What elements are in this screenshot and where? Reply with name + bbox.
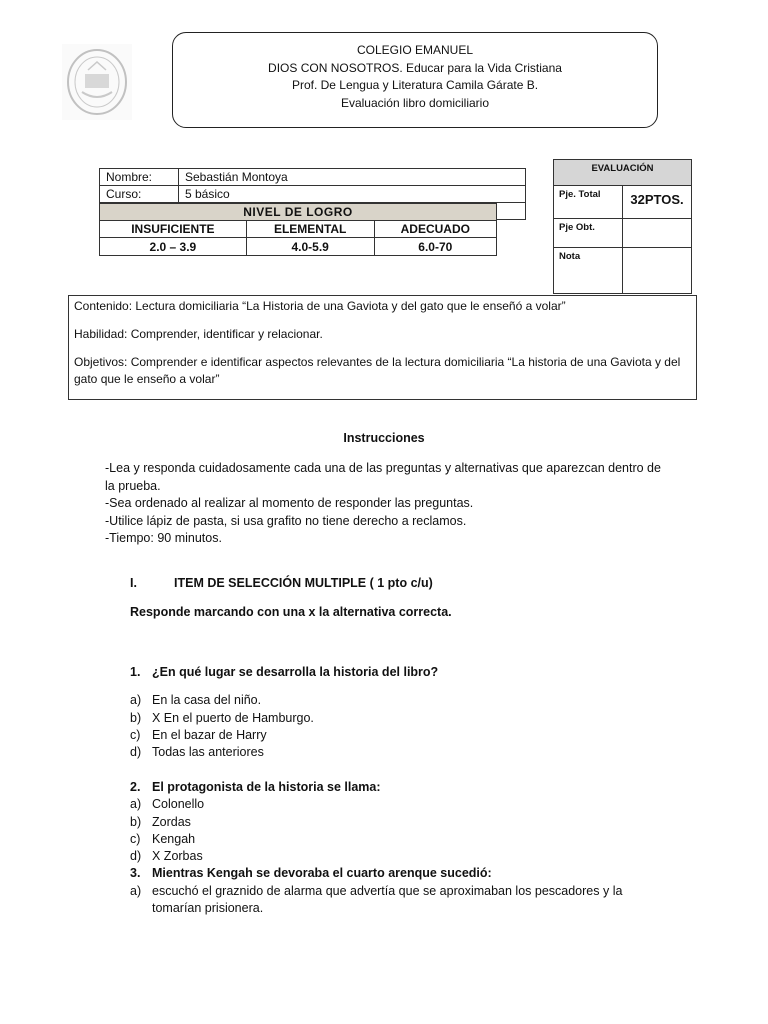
option-a[interactable] — [130, 796, 650, 813]
school-motto: DIOS CON NOSOTROS. Educar para la Vida Cristiana — [268, 60, 562, 75]
option-letter: c) — [130, 727, 141, 742]
question-number: 3. — [130, 866, 141, 881]
option-text: En la casa del niño. — [152, 693, 262, 708]
question-text: El protagonista de la historia se llama: — [152, 780, 381, 794]
content-box — [68, 295, 697, 400]
evaluation-header: EVALUACIÓN — [554, 160, 692, 186]
school-seal-logo — [62, 44, 132, 120]
section-title: ITEM DE SELECCIÓN MULTIPLE ( 1 pto c/u) — [174, 576, 433, 590]
option-letter: b) — [130, 710, 142, 725]
header-box — [172, 32, 658, 128]
achievement-level-title: NIVEL DE LOGRO — [100, 204, 497, 221]
option-c[interactable] — [130, 831, 650, 848]
option-a[interactable] — [130, 692, 650, 709]
instruction-line: -Lea y responda cuidadosamente cada una de las preguntas y alternativas que aparezcan dentro de la prueba. — [105, 461, 661, 493]
question-number: 2. — [130, 780, 141, 794]
range-adecuado: 6.0-70 — [374, 238, 496, 256]
option-text: Colonello — [152, 797, 205, 812]
option-a[interactable] — [130, 883, 650, 918]
total-score-value: 32PTOS. — [623, 186, 692, 219]
option-letter: b) — [130, 814, 142, 829]
option-b[interactable] — [130, 814, 650, 831]
total-score-label: Pje. Total — [554, 186, 623, 219]
name-label: Nombre: — [100, 169, 179, 186]
obtained-score-label: Pje Obt. — [554, 219, 623, 248]
school-name: COLEGIO EMANUEL — [356, 43, 474, 57]
instruction-line: -Utilice lápiz de pasta, si usa grafito no tiene derecho a reclamos. — [105, 513, 467, 528]
instructions-title: Instrucciones — [343, 431, 425, 445]
range-insuficiente: 2.0 – 3.9 — [100, 238, 247, 256]
question-text: ¿En qué lugar se desarrolla la historia del libro? — [152, 665, 439, 679]
option-text: X Zorbas — [152, 849, 203, 864]
question-1 — [130, 664, 650, 761]
section-number: I. — [130, 576, 137, 590]
option-text: Kengah — [152, 831, 196, 846]
objetivos-text: Objetivos: Comprender e identificar aspectos relevantes de la lectura domiciliaria “La historia de una Gaviota y del gato que le enseño a volar” — [74, 355, 681, 386]
teacher-line: Prof. De Lengua y Literatura Camila Gárate B. — [291, 78, 539, 92]
option-text: En el bazar de Harry — [152, 727, 267, 742]
option-text: Todas las anteriores — [152, 745, 264, 760]
question-text: Mientras Kengah se devoraba el cuarto arenque sucedió: — [152, 866, 492, 881]
option-text: X En el puerto de Hamburgo. — [152, 710, 314, 725]
level-insuficiente: INSUFICIENTE — [100, 221, 247, 238]
option-letter: d) — [130, 745, 142, 760]
option-letter: a) — [130, 693, 142, 708]
range-elemental: 4.0-5.9 — [246, 238, 374, 256]
option-d[interactable] — [130, 848, 650, 865]
option-letter: a) — [130, 883, 142, 898]
question-number: 1. — [130, 665, 141, 679]
option-text: Zordas — [152, 814, 191, 829]
instruction-line: -Sea ordenado al realizar al momento de responder las preguntas. — [105, 496, 474, 510]
option-letter: c) — [130, 831, 141, 846]
instruction-line: -Tiempo: 90 minutos. — [105, 531, 222, 545]
section-instruction: Responde marcando con una x la alternativa correcta. — [130, 605, 452, 619]
question-2 — [130, 779, 650, 917]
option-letter: a) — [130, 797, 142, 812]
course-label: Curso: — [100, 186, 179, 203]
option-b[interactable] — [130, 710, 650, 727]
evaluation-title: Evaluación libro domiciliario — [340, 95, 490, 110]
habilidad-text: Habilidad: Comprender, identificar y relacionar. — [74, 327, 323, 341]
contenido-text: Contenido: Lectura domiciliaria “La Historia de una Gaviota y del gato que le enseñó a volar” — [74, 299, 566, 313]
obtained-score-field[interactable] — [623, 219, 692, 248]
level-elemental: ELEMENTAL — [246, 221, 374, 238]
option-d[interactable] — [130, 744, 650, 761]
option-text: escuchó el graznido de alarma que advertía que se aproximaban los pescadores y la tomarían prisionera. — [152, 883, 623, 916]
evaluation-score-table — [553, 159, 692, 294]
instructions-list — [105, 460, 665, 548]
level-adecuado: ADECUADO — [374, 221, 496, 238]
course-value: 5 básico — [179, 186, 526, 203]
option-c[interactable] — [130, 727, 650, 744]
name-value: Sebastián Montoya — [179, 169, 526, 186]
grade-label: Nota — [554, 248, 623, 294]
achievement-level-table — [99, 203, 497, 256]
grade-field[interactable] — [623, 248, 692, 294]
option-letter: d) — [130, 849, 142, 864]
